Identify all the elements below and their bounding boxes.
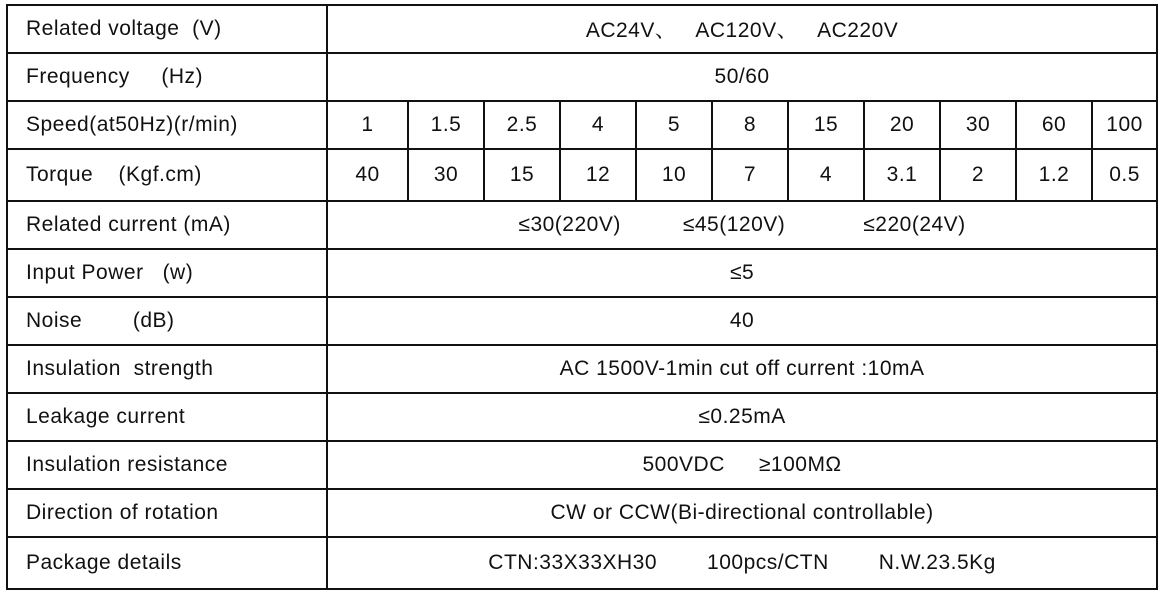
- torque-cell: 12: [560, 149, 636, 201]
- speed-cell: 1: [327, 101, 408, 149]
- param-label: Frequency (Hz): [7, 53, 327, 101]
- resistance-min: ≥100MΩ: [758, 453, 842, 476]
- row-speed: [7, 101, 1157, 149]
- row-direction-of-rotation: [7, 489, 1157, 537]
- speed-cell: 100: [1092, 101, 1157, 149]
- carton-size: CTN:33X33XH30: [488, 551, 658, 574]
- param-label: Direction of rotation: [7, 489, 327, 537]
- speed-cell: 1.5: [408, 101, 484, 149]
- param-label: Leakage current: [7, 393, 327, 441]
- row-insulation-resistance: [7, 441, 1157, 489]
- insulation-strength-value: AC 1500V-1min cut off current :10mA: [327, 345, 1157, 393]
- row-insulation-strength: [7, 345, 1157, 393]
- torque-cell: 15: [484, 149, 560, 201]
- param-label: Torque (Kgf.cm): [7, 149, 327, 201]
- row-related-current: [7, 201, 1157, 249]
- current-24v: ≤220(24V): [863, 213, 966, 236]
- speed-cell: 60: [1016, 101, 1092, 149]
- torque-cell: 10: [636, 149, 712, 201]
- param-label: Insulation strength: [7, 345, 327, 393]
- torque-cell: 0.5: [1092, 149, 1157, 201]
- param-label: Related voltage (V): [7, 5, 327, 53]
- row-related-voltage: [7, 5, 1157, 53]
- speed-cell: 30: [940, 101, 1016, 149]
- speed-cell: 2.5: [484, 101, 560, 149]
- current-220v: ≤30(220V): [518, 213, 621, 236]
- param-label: Input Power (w): [7, 249, 327, 297]
- param-label: Noise (dB): [7, 297, 327, 345]
- leakage-current-value: ≤0.25mA: [327, 393, 1157, 441]
- speed-cell: 15: [788, 101, 864, 149]
- speed-cell: 5: [636, 101, 712, 149]
- rotation-value: CW or CCW(Bi-directional controllable): [327, 489, 1157, 537]
- torque-cell: 1.2: [1016, 149, 1092, 201]
- torque-cell: 4: [788, 149, 864, 201]
- param-label: Speed(at50Hz)(r/min): [7, 101, 327, 149]
- speed-cell: 20: [864, 101, 940, 149]
- noise-value: 40: [327, 297, 1157, 345]
- torque-cell: 3.1: [864, 149, 940, 201]
- row-torque: [7, 149, 1157, 201]
- current-value: [327, 201, 1157, 249]
- param-label: Related current (mA): [7, 201, 327, 249]
- row-leakage-current: [7, 393, 1157, 441]
- torque-cell: 7: [712, 149, 788, 201]
- param-label: Insulation resistance: [7, 441, 327, 489]
- package-value: [327, 537, 1157, 589]
- test-voltage: 500VDC: [642, 453, 725, 476]
- row-package-details: [7, 537, 1157, 589]
- net-weight: N.W.23.5Kg: [878, 551, 996, 574]
- insulation-resistance-value: [327, 441, 1157, 489]
- voltage-value: AC24V、 AC120V、 AC220V: [327, 5, 1157, 53]
- row-noise: [7, 297, 1157, 345]
- speed-cell: 8: [712, 101, 788, 149]
- row-frequency: [7, 53, 1157, 101]
- input-power-value: ≤5: [327, 249, 1157, 297]
- param-label: Package details: [7, 537, 327, 589]
- pcs-per-carton: 100pcs/CTN: [707, 551, 829, 574]
- speed-cell: 4: [560, 101, 636, 149]
- current-120v: ≤45(120V): [682, 213, 786, 236]
- torque-cell: 30: [408, 149, 484, 201]
- torque-cell: 40: [327, 149, 408, 201]
- torque-cell: 2: [940, 149, 1016, 201]
- frequency-value: 50/60: [327, 53, 1157, 101]
- spec-table: [6, 4, 1158, 590]
- row-input-power: [7, 249, 1157, 297]
